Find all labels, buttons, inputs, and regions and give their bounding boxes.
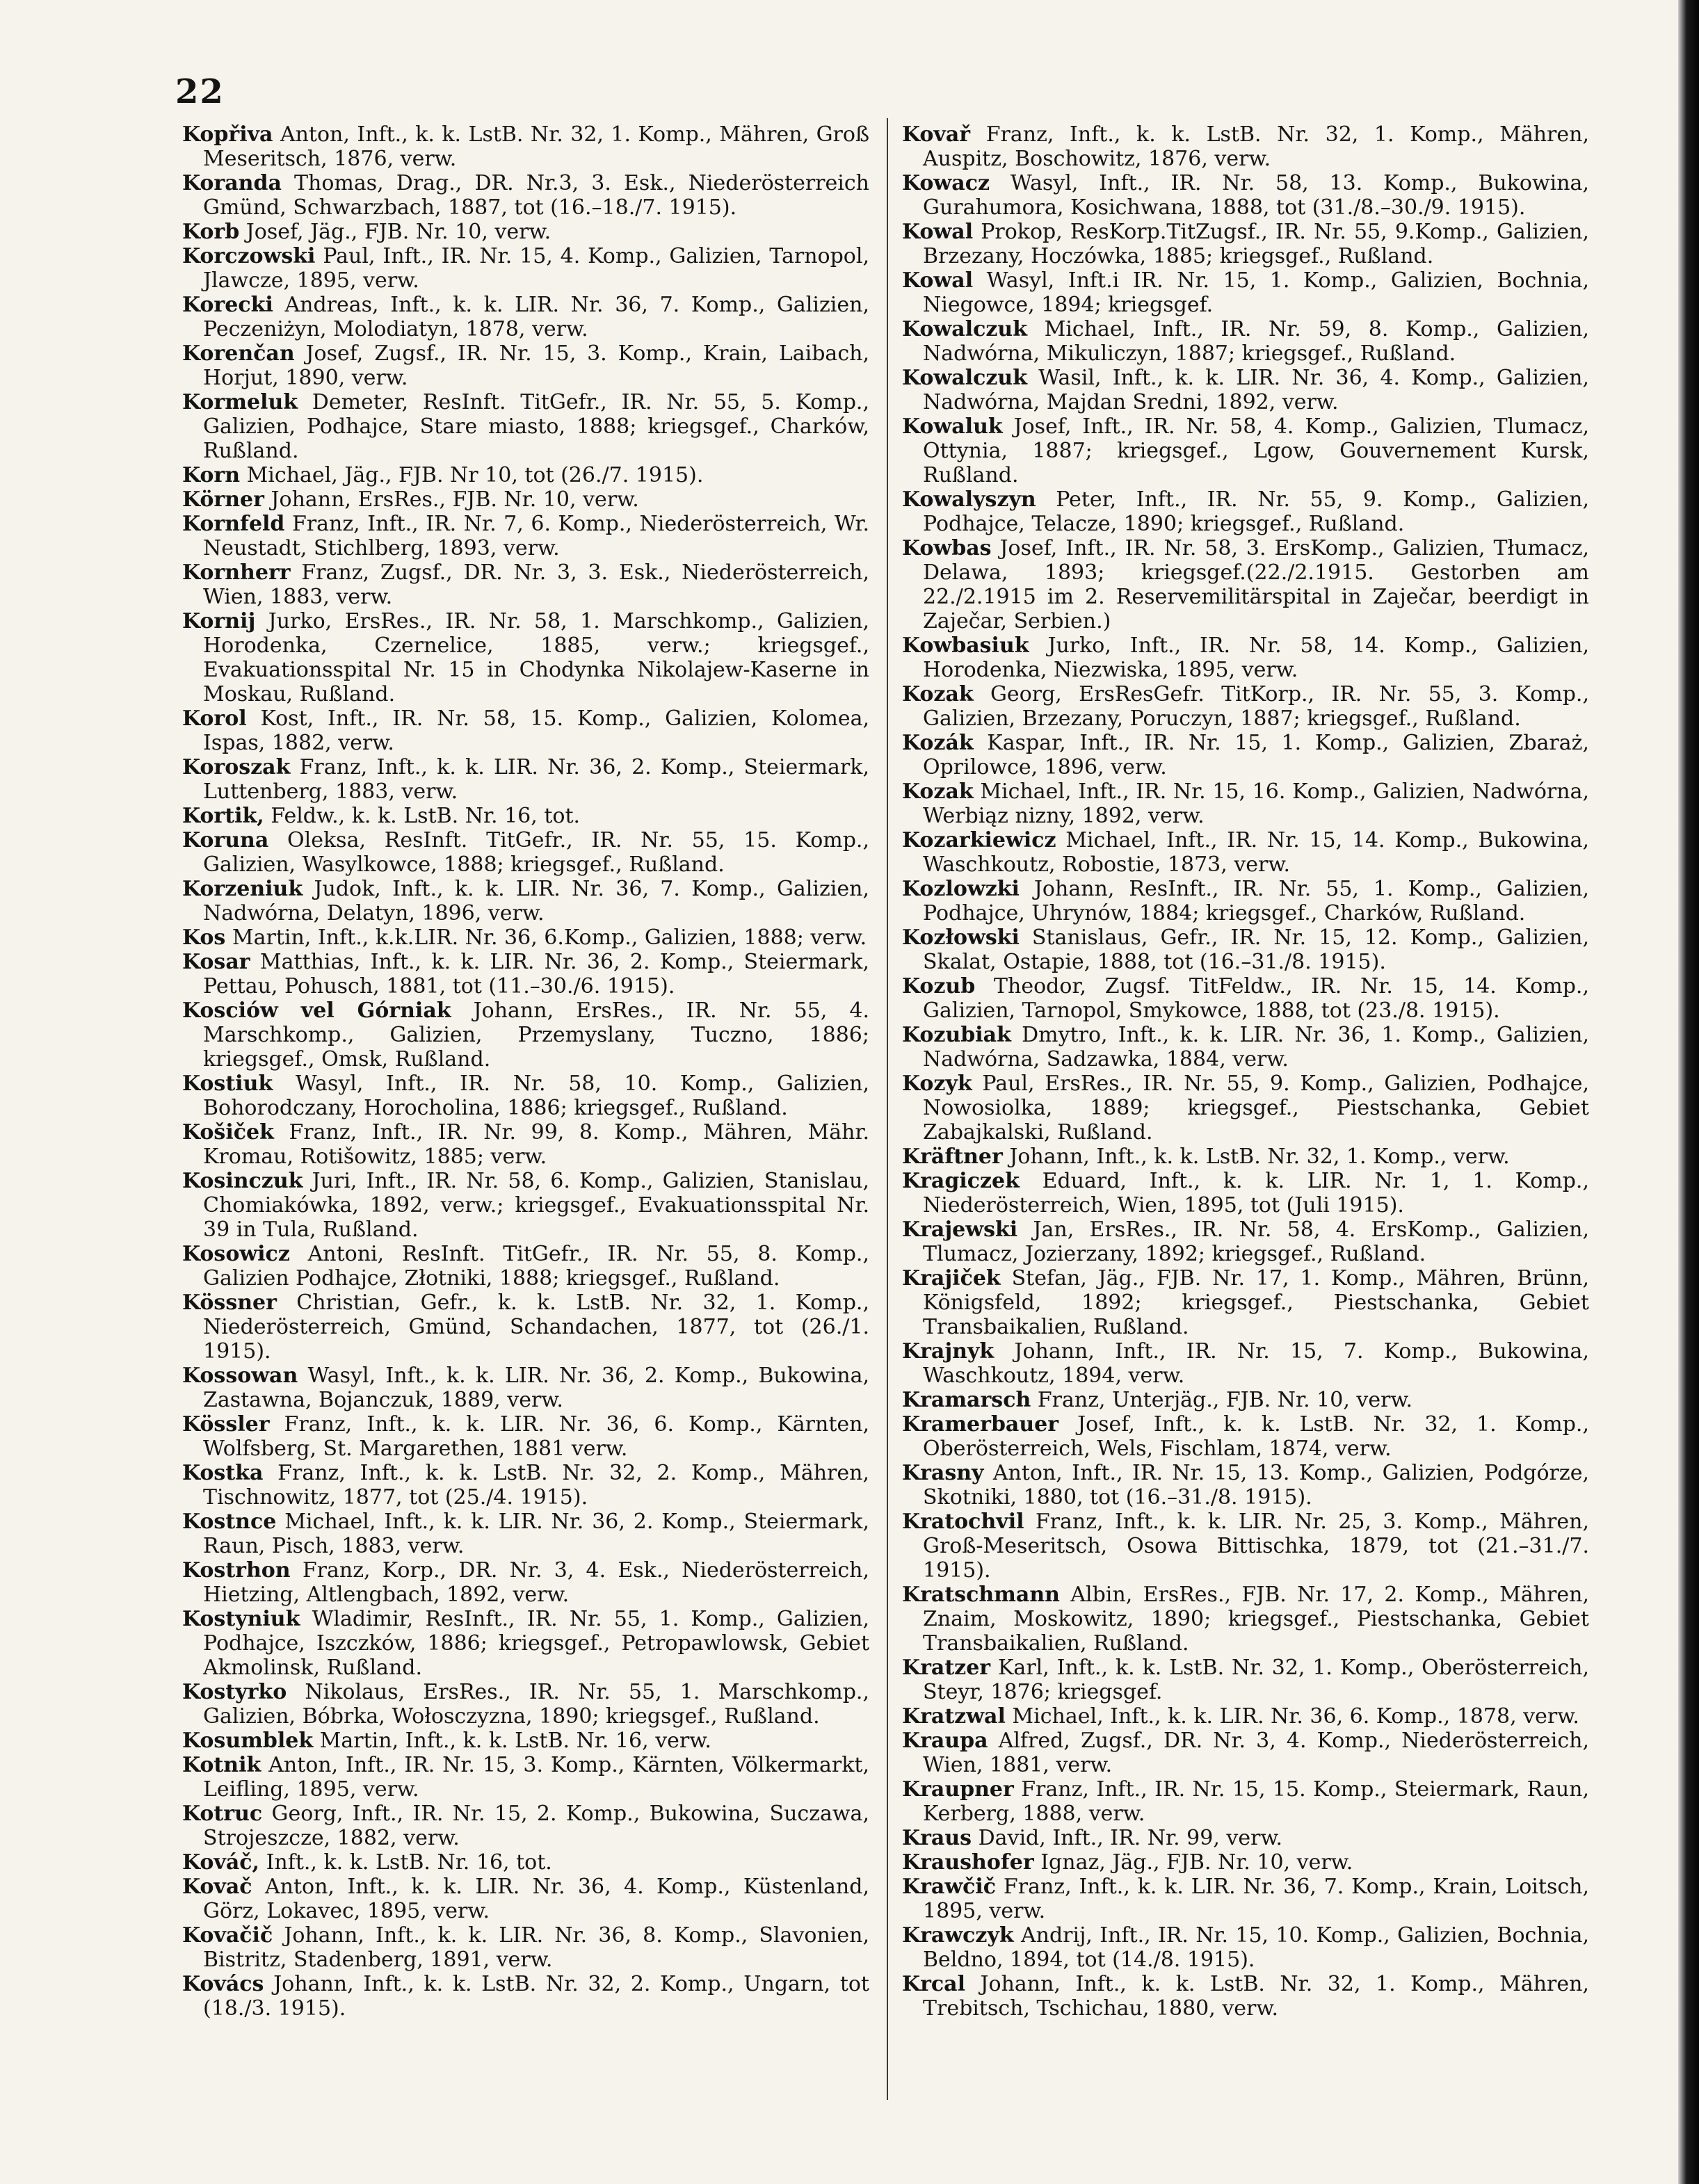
entry-surname: Kosar — [182, 950, 250, 974]
list-item — [182, 1753, 869, 1802]
list-item — [902, 1169, 1589, 1218]
entry-surname: Kostyrko — [182, 1680, 287, 1704]
entry-details: Franz, Inft., k. k. LIR. Nr. 36, 6. Komp., Kärnten, Wolfsberg, St. Margarethen, 1881 verw. — [203, 1412, 869, 1461]
entry-details: Johann, Inft., k. k. LstB. Nr. 32, 2. Komp., Ungarn, tot (18./3. 1915). — [203, 1972, 869, 2021]
entry-surname: Kowalczuk — [902, 317, 1027, 341]
entry-details: Johann, Inft., k. k. LstB. Nr. 32, 1. Komp., Mähren, Trebitsch, Tschichau, 1880, verw. — [923, 1972, 1589, 2021]
entry-details: Josef, Inft., k. k. LstB. Nr. 32, 1. Komp., Oberösterreich, Wels, Fischlam, 1874, verw. — [923, 1412, 1589, 1461]
entry-surname: Kowaluk — [902, 414, 1003, 439]
entry-surname: Kostrhon — [182, 1558, 291, 1583]
entry-surname: Korenčan — [182, 341, 295, 366]
entry-surname: Kowbas — [902, 536, 992, 560]
entry-surname: Kozak — [902, 779, 974, 804]
entry-details: Wasyl, Inft., k. k. LIR. Nr. 36, 2. Komp., Bukowina, Zastawna, Bojanczuk, 1889, verw. — [203, 1364, 869, 1412]
entry-surname: Kowal — [902, 220, 974, 244]
entry-surname: Kovács — [182, 1972, 264, 1996]
list-item — [182, 1364, 869, 1412]
entry-details: Wasyl, Inft., IR. Nr. 58, 10. Komp., Galizien, Bohorodczany, Horocholina, 1886; kriegsgef., Rußland. — [203, 1071, 869, 1120]
list-item — [902, 1461, 1589, 1510]
entry-surname: Kowacz — [902, 171, 990, 195]
list-item — [182, 1875, 869, 1923]
entry-surname: Krawczyk — [902, 1923, 1014, 1948]
list-item — [902, 1388, 1589, 1412]
entry-details: Johann, Inft., IR. Nr. 15, 7. Komp., Bukowina, Waschkoutz, 1894, verw. — [923, 1339, 1589, 1388]
entry-surname: Kortik, — [182, 804, 264, 828]
entry-details: Anton, Inft., IR. Nr. 15, 13. Komp., Galizien, Podgórze, Skotniki, 1880, tot (16.–31./8. 1915). — [923, 1461, 1589, 1510]
entry-details: Martin, Inft., k. k. LstB. Nr. 16, verw. — [319, 1729, 711, 1753]
entry-surname: Kössner — [182, 1291, 277, 1315]
entry-surname: Kostnce — [182, 1510, 277, 1534]
list-item — [182, 804, 869, 828]
list-item — [902, 1144, 1589, 1169]
column-divider — [887, 118, 888, 2100]
entry-details: Jurko, ErsRes., IR. Nr. 58, 1. Marschkomp., Galizien, Horodenka, Czernelice, 1885, verw.; kriegsgef., Evakuationsspital Nr. 15 in Chodynka Nikolajew-Kaserne in Moskau, Rußland. — [203, 609, 869, 706]
entry-surname: Kostiuk — [182, 1071, 273, 1096]
scan-edge — [1678, 0, 1699, 2184]
list-item — [902, 1729, 1589, 1777]
list-item — [902, 171, 1589, 220]
list-item — [182, 1850, 869, 1875]
entry-details: Franz, Inft., IR. Nr. 7, 6. Komp., Niederösterreich, Wr. Neustadt, Stichlberg, 1893, verw. — [203, 512, 869, 560]
entry-surname: Kosciów vel Górniak — [182, 998, 451, 1023]
entry-details: Dmytro, Inft., k. k. LIR. Nr. 36, 1. Komp., Galizien, Nadwórna, Sadzawka, 1884, verw. — [923, 1023, 1589, 1071]
entry-surname: Kovař — [902, 122, 971, 147]
list-item — [182, 925, 869, 950]
list-item — [182, 122, 869, 171]
entry-surname: Kozák — [902, 731, 974, 755]
entry-details: Anton, Inft., k. k. LstB. Nr. 32, 1. Komp., Mähren, Groß Meseritsch, 1876, verw. — [203, 122, 869, 171]
entry-surname: Korol — [182, 706, 247, 731]
list-item — [902, 633, 1589, 682]
entry-details: Antoni, ResInft. TitGefr., IR. Nr. 55, 8. Komp., Galizien Podhajce, Złotniki, 1888; kriegsgef., Rußland. — [203, 1242, 869, 1291]
list-item — [182, 998, 869, 1071]
entry-details: Ignaz, Jäg., FJB. Nr. 10, verw. — [1040, 1850, 1353, 1875]
entry-details: Jurko, Inft., IR. Nr. 58, 14. Komp., Galizien, Horodenka, Niezwiska, 1895, verw. — [923, 633, 1589, 682]
entry-surname: Kotruc — [182, 1802, 263, 1826]
entry-details: Wasyl, Inft., IR. Nr. 58, 13. Komp., Bukowina, Gurahumora, Kosichwana, 1888, tot (31./8.–30./9. 1915). — [923, 171, 1589, 220]
list-item — [902, 414, 1589, 487]
entry-details: Inft., k. k. LstB. Nr. 16, tot. — [266, 1850, 552, 1875]
entry-details: Franz, Unterjäg., FJB. Nr. 10, verw. — [1037, 1388, 1413, 1412]
entry-surname: Kozyk — [902, 1071, 972, 1096]
entry-surname: Kováč, — [182, 1850, 260, 1875]
entry-surname: Kosowicz — [182, 1242, 290, 1266]
entry-surname: Korb — [182, 220, 240, 244]
entry-surname: Kosinczuk — [182, 1169, 303, 1193]
entry-surname: Korecki — [182, 293, 273, 317]
list-item — [902, 1218, 1589, 1266]
entry-surname: Kowalczuk — [902, 366, 1027, 390]
entry-surname: Kostyniuk — [182, 1607, 300, 1631]
entry-surname: Kowalyszyn — [902, 487, 1036, 512]
list-item — [182, 706, 869, 755]
list-item — [182, 1461, 869, 1510]
entry-surname: Kraus — [902, 1826, 972, 1850]
entry-details: Michael, Inft., IR. Nr. 15, 16. Komp., Galizien, Nadwórna, Werbiąz nizny, 1892, verw. — [923, 779, 1589, 828]
list-item — [902, 1972, 1589, 2021]
list-item — [182, 487, 869, 512]
entry-details: Juri, Inft., IR. Nr. 58, 6. Komp., Galizien, Stanislau, Chomiakówka, 1892, verw.; kriegsgef., Evakuationsspital Nr. 39 in Tula, Rußland. — [203, 1169, 869, 1242]
entry-surname: Kosumblek — [182, 1729, 314, 1753]
list-item — [902, 1850, 1589, 1875]
entry-surname: Kraupa — [902, 1729, 988, 1753]
entry-surname: Kowal — [902, 268, 974, 293]
entry-surname: Kozak — [902, 682, 974, 706]
entry-details: Wasil, Inft., k. k. LIR. Nr. 36, 4. Komp., Galizien, Nadwórna, Majdan Sredni, 1892, verw. — [923, 366, 1589, 414]
entry-surname: Krajiček — [902, 1266, 1001, 1291]
entry-details: Johann, Inft., k. k. LIR. Nr. 36, 8. Komp., Slavonien, Bistritz, Stadenberg, 1891, verw. — [203, 1923, 870, 1972]
list-item — [902, 1023, 1589, 1071]
list-item — [902, 487, 1589, 536]
entry-details: Andreas, Inft., k. k. LIR. Nr. 36, 7. Komp., Galizien, Peczeniżyn, Molodiatyn, 1878, verw. — [203, 293, 869, 341]
entry-details: Josef, Inft., IR. Nr. 58, 3. ErsKomp., Galizien, Tłumacz, Delawa, 1893; kriegsgef.(22./2.1915. Gestorben am 22./2.1915 im 2. Reservemilitärspital in Zaječar, beerdigt in Zaječar, Serbien.) — [923, 536, 1589, 633]
entry-surname: Kos — [182, 925, 226, 950]
list-item — [182, 560, 869, 609]
entry-details: David, Inft., IR. Nr. 99, verw. — [978, 1826, 1283, 1850]
entry-surname: Kragiczek — [902, 1169, 1020, 1193]
entry-details: Georg, Inft., IR. Nr. 15, 2. Komp., Bukowina, Suczawa, Strojeszcze, 1882, verw. — [203, 1802, 869, 1850]
page-number: 22 — [175, 72, 225, 111]
entry-surname: Kovačič — [182, 1923, 273, 1948]
entry-details: Stefan, Jäg., FJB. Nr. 17, 1. Komp., Mähren, Brünn, Königsfeld, 1892; kriegsgef., Piestschanka, Gebiet Transbaikalien, Rußland. — [923, 1266, 1589, 1339]
entry-surname: Kozłowski — [902, 925, 1020, 950]
list-item — [182, 293, 869, 341]
entry-surname: Kramarsch — [902, 1388, 1031, 1412]
entry-details: Paul, Inft., IR. Nr. 15, 4. Komp., Galizien, Tarnopol, Jlawcze, 1895, verw. — [203, 244, 869, 293]
entry-surname: Kratzer — [902, 1656, 991, 1680]
entry-surname: Kornfeld — [182, 512, 285, 536]
list-item — [902, 1071, 1589, 1144]
entry-details: Franz, Inft., IR. Nr. 15, 15. Komp., Steiermark, Raun, Kerberg, 1888, verw. — [923, 1777, 1590, 1826]
list-item — [902, 220, 1589, 268]
entry-surname: Krajewski — [902, 1218, 1018, 1242]
list-item — [902, 731, 1589, 779]
entry-details: Nikolaus, ErsRes., IR. Nr. 55, 1. Marschkomp., Galizien, Bóbrka, Wołosczyzna, 1890; kriegsgef., Rußland. — [203, 1680, 869, 1729]
list-item — [902, 828, 1589, 877]
entry-details: Christian, Gefr., k. k. LstB. Nr. 32, 1. Komp., Niederösterreich, Gmünd, Schandachen, 1877, tot (26./1. 1915). — [203, 1291, 869, 1364]
entry-details: Karl, Inft., k. k. LstB. Nr. 32, 1. Komp., Oberösterreich, Steyr, 1876; kriegsgef. — [923, 1656, 1589, 1704]
list-item — [902, 1923, 1589, 1972]
entry-surname: Košiček — [182, 1120, 274, 1144]
list-item — [902, 877, 1589, 925]
list-item — [902, 268, 1589, 317]
entry-surname: Krawčič — [902, 1875, 997, 1899]
list-item — [182, 1242, 869, 1291]
entry-details: Paul, ErsRes., IR. Nr. 55, 9. Komp., Galizien, Podhajce, Nowosiolka, 1889; kriegsgef., Piestschanka, Gebiet Zabajkalski, Rußland. — [923, 1071, 1589, 1144]
list-item — [182, 512, 869, 560]
list-item — [902, 1826, 1589, 1850]
entry-details: Franz, Inft., k. k. LIR. Nr. 36, 2. Komp., Steiermark, Luttenberg, 1883, verw. — [203, 755, 869, 804]
entry-details: Johann, ErsRes., FJB. Nr. 10, verw. — [271, 487, 639, 512]
list-item — [182, 171, 869, 220]
entry-surname: Kozlowzki — [902, 877, 1020, 901]
list-item — [182, 1071, 869, 1120]
list-item — [182, 463, 869, 487]
entry-details: Thomas, Drag., DR. Nr.3, 3. Esk., Niederösterreich Gmünd, Schwarzbach, 1887, tot (16.–18./7. 1915). — [203, 171, 869, 220]
list-item — [182, 220, 869, 244]
entry-surname: Krasny — [902, 1461, 984, 1485]
entry-surname: Kratochvil — [902, 1510, 1024, 1534]
entry-details: Wladimir, ResInft., IR. Nr. 55, 1. Komp., Galizien, Podhajce, Iszczków, 1886; kriegsgef., Petropawlowsk, Gebiet Akmolinsk, Rußland. — [203, 1607, 869, 1680]
entry-details: Prokop, ResKorp.TitZugsf., IR. Nr. 55, 9.Komp., Galizien, Brzezany, Hoczówka, 1885; kriegsgef., Rußland. — [923, 220, 1589, 268]
list-item — [902, 682, 1589, 731]
entry-surname: Kozarkiewicz — [902, 828, 1056, 852]
entry-details: Albin, ErsRes., FJB. Nr. 17, 2. Komp., Mähren, Znaim, Moskowitz, 1890; kriegsgef., Piestschanka, Gebiet Transbaikalien, Rußland. — [923, 1583, 1589, 1656]
list-item — [902, 536, 1589, 633]
list-item — [902, 779, 1589, 828]
list-item — [182, 1291, 869, 1364]
list-item — [902, 1583, 1589, 1656]
list-item — [182, 828, 869, 877]
list-item — [182, 244, 869, 293]
entry-details: Martin, Inft., k.k.LIR. Nr. 36, 6.Komp., Galizien, 1888; verw. — [232, 925, 867, 950]
entry-surname: Krajnyk — [902, 1339, 995, 1364]
entry-surname: Kossowan — [182, 1364, 298, 1388]
list-item — [902, 122, 1589, 171]
entry-details: Georg, ErsResGefr. TitKorp., IR. Nr. 55, 3. Komp., Galizien, Brzezany, Poruczyn, 1887; kriegsgef., Rußland. — [923, 682, 1589, 731]
entry-surname: Koranda — [182, 171, 282, 195]
list-item — [182, 1972, 869, 2021]
entry-details: Kost, Inft., IR. Nr. 58, 15. Komp., Galizien, Kolomea, Ispas, 1882, verw. — [203, 706, 869, 755]
entry-details: Oleksa, ResInft. TitGefr., IR. Nr. 55, 15. Komp., Galizien, Wasylkowce, 1888; kriegsgef., Rußland. — [203, 828, 869, 877]
entry-details: Judok, Inft., k. k. LIR. Nr. 36, 7. Komp., Galizien, Nadwórna, Delatyn, 1896, verw. — [203, 877, 869, 925]
entry-details: Theodor, Zugsf. TitFeldw., IR. Nr. 15, 14. Komp., Galizien, Tarnopol, Smykowce, 1888, tot (23./8. 1915). — [923, 974, 1589, 1023]
list-item — [182, 1558, 869, 1607]
entry-details: Michael, Jäg., FJB. Nr 10, tot (26./7. 1915). — [246, 463, 704, 487]
list-item — [182, 341, 869, 390]
entry-details: Eduard, Inft., k. k. LIR. Nr. 1, 1. Komp., Niederösterreich, Wien, 1895, tot (Juli 1915). — [923, 1169, 1589, 1218]
entry-details: Michael, Inft., IR. Nr. 59, 8. Komp., Galizien, Nadwórna, Mikuliczyn, 1887; kriegsgef., Rußland. — [923, 317, 1589, 366]
entry-details: Franz, Inft., k. k. LIR. Nr. 25, 3. Komp., Mähren, Groß-Meseritsch, Osowa Bittischka, 1879, tot (21.–31./7. 1915). — [923, 1510, 1589, 1583]
entry-surname: Kössler — [182, 1412, 270, 1437]
entry-details: Josef, Zugsf., IR. Nr. 15, 3. Komp., Krain, Laibach, Horjut, 1890, verw. — [203, 341, 869, 390]
entry-details: Wasyl, Inft.i IR. Nr. 15, 1. Komp., Galizien, Bochnia, Niegowce, 1894; kriegsgef. — [923, 268, 1589, 317]
entry-details: Stanislaus, Gefr., IR. Nr. 15, 12. Komp., Galizien, Skalat, Ostapie, 1888, tot (16.–31./8. 1915). — [923, 925, 1589, 974]
entry-details: Michael, Inft., k. k. LIR. Nr. 36, 2. Komp., Steiermark, Raun, Pisch, 1883, verw. — [203, 1510, 869, 1558]
entry-surname: Kowbasiuk — [902, 633, 1029, 658]
list-item — [902, 974, 1589, 1023]
left-column — [182, 122, 869, 2021]
list-item — [902, 1656, 1589, 1704]
entry-details: Franz, Inft., IR. Nr. 99, 8. Komp., Mähren, Mähr. Kromau, Rotišowitz, 1885; verw. — [203, 1120, 869, 1169]
entry-surname: Krcal — [902, 1972, 965, 1996]
entry-details: Peter, Inft., IR. Nr. 55, 9. Komp., Galizien, Podhajce, Telacze, 1890; kriegsgef., Rußland. — [923, 487, 1589, 536]
list-item — [182, 1169, 869, 1242]
list-item — [182, 1802, 869, 1850]
entry-surname: Kormeluk — [182, 390, 298, 414]
entry-surname: Körner — [182, 487, 264, 512]
entry-details: Johann, ErsRes., IR. Nr. 55, 4. Marschkomp., Galizien, Przemyslany, Tuczno, 1886; kriegsgef., Omsk, Rußland. — [203, 998, 869, 1071]
list-item — [182, 755, 869, 804]
entry-surname: Kornherr — [182, 560, 291, 585]
list-item — [182, 1412, 869, 1461]
entry-details: Feldw., k. k. LstB. Nr. 16, tot. — [271, 804, 581, 828]
entry-details: Johann, Inft., k. k. LstB. Nr. 32, 1. Komp., verw. — [1009, 1144, 1510, 1169]
list-item — [182, 1607, 869, 1680]
entry-surname: Kostka — [182, 1461, 264, 1485]
entry-surname: Kopřiva — [182, 122, 273, 147]
list-item — [182, 1510, 869, 1558]
entry-surname: Kraupner — [902, 1777, 1014, 1802]
entry-surname: Korzeniuk — [182, 877, 303, 901]
entry-surname: Kräftner — [902, 1144, 1003, 1169]
entry-details: Anton, Inft., k. k. LIR. Nr. 36, 4. Komp., Küstenland, Görz, Lokavec, 1895, verw. — [203, 1875, 869, 1923]
list-item — [902, 1510, 1589, 1583]
list-item — [902, 1704, 1589, 1729]
entry-details: Johann, ResInft., IR. Nr. 55, 1. Komp., Galizien, Podhajce, Uhrynów, 1884; kriegsgef., Charków, Rußland. — [923, 877, 1589, 925]
list-item — [902, 317, 1589, 366]
entry-details: Michael, Inft., IR. Nr. 15, 14. Komp., Bukowina, Waschkoutz, Robostie, 1873, verw. — [923, 828, 1589, 877]
entry-details: Franz, Zugsf., DR. Nr. 3, 3. Esk., Niederösterreich, Wien, 1883, verw. — [203, 560, 869, 609]
list-item — [182, 1729, 869, 1753]
entry-surname: Kozubiak — [902, 1023, 1011, 1047]
list-item — [182, 1680, 869, 1729]
list-item — [182, 1120, 869, 1169]
entry-surname: Koruna — [182, 828, 269, 852]
entry-surname: Korczowski — [182, 244, 316, 268]
list-item — [182, 950, 869, 998]
entry-surname: Kratzwal — [902, 1704, 1006, 1729]
entry-details: Josef, Inft., IR. Nr. 58, 4. Komp., Galizien, Tlumacz, Ottynia, 1887; kriegsgef., Lgow, Gouvernement Kursk, Rußland. — [923, 414, 1589, 487]
entry-surname: Kraushofer — [902, 1850, 1034, 1875]
entry-surname: Kozub — [902, 974, 976, 998]
list-item — [182, 877, 869, 925]
right-column — [902, 122, 1589, 2021]
entry-surname: Koroszak — [182, 755, 291, 779]
entry-details: Matthias, Inft., k. k. LIR. Nr. 36, 2. Komp., Steiermark, Pettau, Pohusch, 1881, tot (11.–30./6. 1915). — [203, 950, 869, 998]
list-item — [902, 1777, 1589, 1826]
entry-details: Michael, Inft., k. k. LIR. Nr. 36, 6. Komp., 1878, verw. — [1012, 1704, 1579, 1729]
list-item — [182, 609, 869, 706]
list-item — [902, 925, 1589, 974]
entry-details: Josef, Jäg., FJB. Nr. 10, verw. — [245, 220, 551, 244]
list-item — [902, 1266, 1589, 1339]
entry-surname: Kornij — [182, 609, 256, 633]
list-item — [902, 1412, 1589, 1461]
entry-details: Alfred, Zugsf., DR. Nr. 3, 4. Komp., Niederösterreich, Wien, 1881, verw. — [923, 1729, 1589, 1777]
entry-details: Kaspar, Inft., IR. Nr. 15, 1. Komp., Galizien, Zbaraż, Oprilowce, 1896, verw. — [923, 731, 1589, 779]
list-item — [182, 390, 869, 463]
entry-details: Demeter, ResInft. TitGefr., IR. Nr. 55, 5. Komp., Galizien, Podhajce, Stare miasto, 1888; kriegsgef., Charków, Rußland. — [203, 390, 869, 463]
entry-details: Franz, Inft., k. k. LstB. Nr. 32, 2. Komp., Mähren, Tischnowitz, 1877, tot (25./4. 1915). — [203, 1461, 869, 1510]
entry-surname: Kovač — [182, 1875, 252, 1899]
entry-surname: Kotnik — [182, 1753, 261, 1777]
entry-details: Jan, ErsRes., IR. Nr. 58, 4. ErsKomp., Galizien, Tlumacz, Jozierzany, 1892; kriegsgef., Rußland. — [923, 1218, 1590, 1266]
entry-details: Franz, Inft., k. k. LIR. Nr. 36, 7. Komp., Krain, Loitsch, 1895, verw. — [923, 1875, 1589, 1923]
entry-details: Franz, Inft., k. k. LstB. Nr. 32, 1. Komp., Mähren, Auspitz, Boschowitz, 1876, verw. — [923, 122, 1589, 171]
entry-surname: Korn — [182, 463, 241, 487]
entry-details: Anton, Inft., IR. Nr. 15, 3. Komp., Kärnten, Völkermarkt, Leifling, 1895, verw. — [203, 1753, 869, 1802]
entry-surname: Kratschmann — [902, 1583, 1060, 1607]
list-item — [902, 1875, 1589, 1923]
entry-surname: Kramerbauer — [902, 1412, 1059, 1437]
entry-details: Andrij, Inft., IR. Nr. 15, 10. Komp., Galizien, Bochnia, Beldno, 1894, tot (14./8. 1915). — [923, 1923, 1589, 1972]
list-item — [902, 1339, 1589, 1388]
entry-details: Franz, Korp., DR. Nr. 3, 4. Esk., Niederösterreich, Hietzing, Altlengbach, 1892, verw. — [203, 1558, 869, 1607]
list-item — [182, 1923, 869, 1972]
list-item — [902, 366, 1589, 414]
